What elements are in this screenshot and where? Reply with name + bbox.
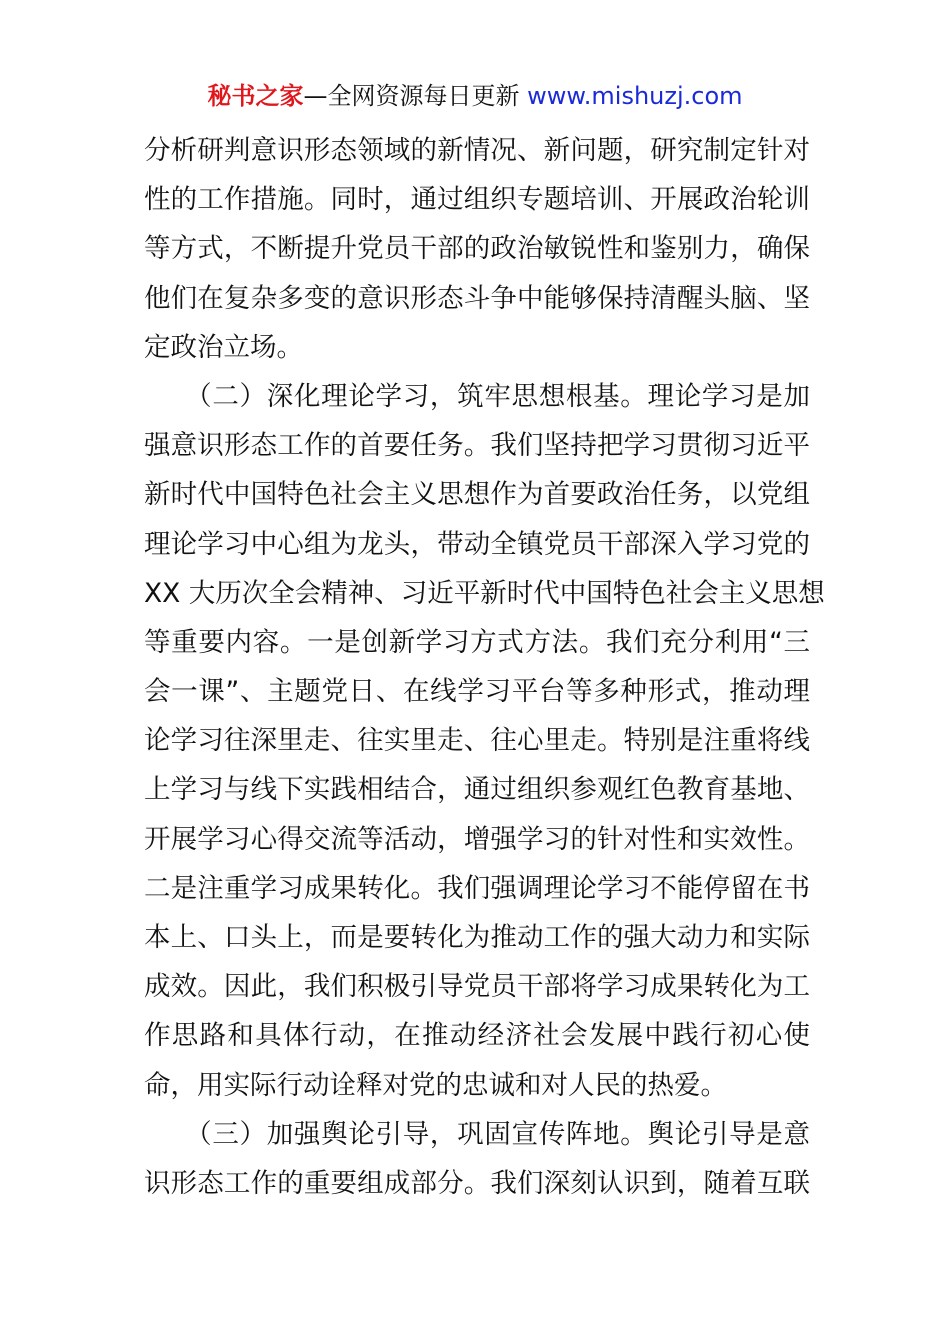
text-line: 分析研判意识形态领域的新情况、新问题，研究制定针对 xyxy=(144,135,810,166)
text-line: 新时代中国特色社会主义思想作为首要政治任务，以党组 xyxy=(144,479,810,511)
document-body xyxy=(144,126,825,1208)
site-brand: 秘书之家 xyxy=(207,82,304,110)
text-line: 会一课”、主题党日、在线学习平台等多种形式，推动理 xyxy=(144,676,810,708)
text-line: 开展学习心得交流等活动，增强学习的针对性和实效性。 xyxy=(144,823,810,855)
text-line: 定政治立场。 xyxy=(144,331,303,363)
text-line: 上学习与线下实践相结合，通过组织参观红色教育基地、 xyxy=(144,774,810,806)
text-line: 理论学习中心组为龙头，带动全镇党员干部深入学习党的 xyxy=(144,528,810,560)
text-line: 等方式，不断提升党员干部的政治敏锐性和鉴别力，确保 xyxy=(144,233,810,265)
text-line: 命，用实际行动诠释对党的忠诚和对人民的热爱。 xyxy=(144,1069,727,1101)
site-header xyxy=(0,80,950,112)
text-line: 作思路和具体行动，在推动经济社会发展中践行初心使 xyxy=(144,1020,810,1052)
text-line: 性的工作措施。同时，通过组织专题培训、开展政治轮训 xyxy=(144,184,810,216)
site-url[interactable]: www.mishuzj.com xyxy=(527,82,743,110)
text-line: 本上、口头上，而是要转化为推动工作的强大动力和实际 xyxy=(144,922,810,953)
text-line: 强意识形态工作的首要任务。我们坚持把学习贯彻习近平 xyxy=(144,430,810,462)
text-line: XX 大历次全会精神、习近平新时代中国特色社会主义思想 xyxy=(144,577,825,609)
text-line: （三）加强舆论引导，巩固宣传阵地。舆论引导是意 xyxy=(144,1118,810,1150)
text-line: 二是注重学习成果转化。我们强调理论学习不能停留在书 xyxy=(144,872,810,904)
text-line: （二）深化理论学习，筑牢思想根基。理论学习是加 xyxy=(144,380,810,412)
text-line: 识形态工作的重要组成部分。我们深刻认识到，随着互联 xyxy=(144,1167,810,1199)
text-line: 论学习往深里走、往实里走、往心里走。特别是注重将线 xyxy=(144,725,810,757)
text-line: 等重要内容。一是创新学习方式方法。我们充分利用“三 xyxy=(144,626,810,658)
site-tagline: —全网资源每日更新 xyxy=(303,82,528,110)
text-line: 他们在复杂多变的意识形态斗争中能够保持清醒头脑、坚 xyxy=(144,282,810,314)
text-line: 成效。因此，我们积极引导党员干部将学习成果转化为工 xyxy=(144,971,810,1003)
